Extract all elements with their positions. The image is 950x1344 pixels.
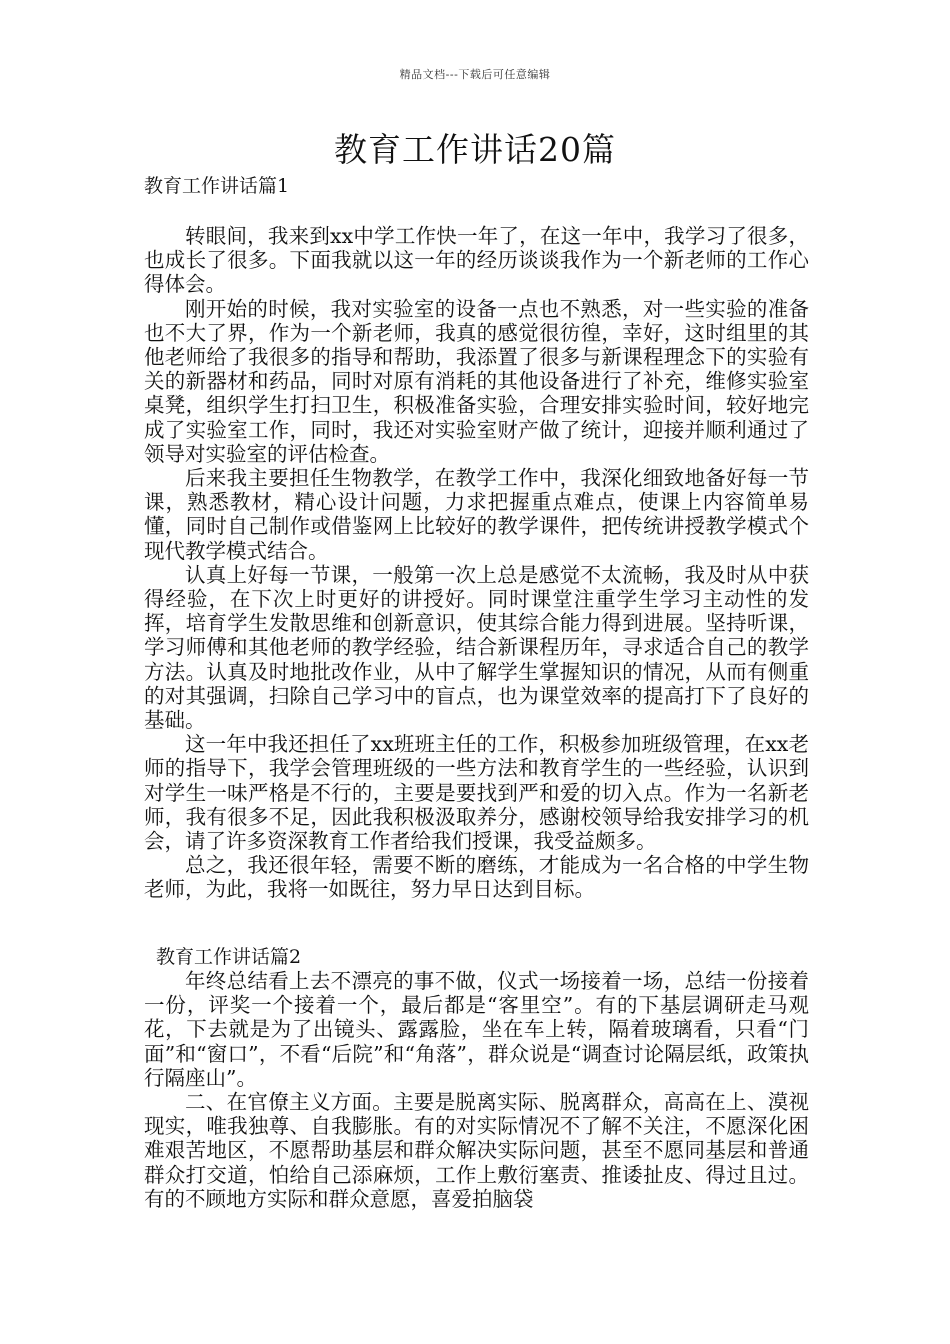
document-title: 教育工作讲话20篇 [334,130,616,169]
section-1-body [144,224,809,902]
paragraph: 二、在官僚主义方面。主要是脱离实际、脱离群众，高高在上、漠视现实，唯我独尊、自我膨胀。有的对实际情况不了解不关注，不愿深化困难艰苦地区，不愿帮助基层和群众解决实际问题，甚至不愿同基层和普通群众打交道，怕给自己添麻烦，工作上敷衍塞责、推诿扯皮、得过且过。有的不顾地方实际和群众意愿，喜爱拍脑袋 [144,1090,809,1211]
header-note: 精品文档---下载后可任意编辑 [399,68,551,81]
paragraph: 刚开始的时候，我对实验室的设备一点也不熟悉，对一些实验的准备也不大了界，作为一个新老师，我真的感觉很彷徨，幸好，这时组里的其他老师给了我很多的指导和帮助，我添置了很多与新课程理念下的实验有关的新器材和药品，同时对原有消耗的其他设备进行了补充，维修实验室桌凳，组织学生打扫卫生，积极准备实验，合理安排实验时间，较好地完成了实验室工作，同时，我还对实验室财产做了统计，迎接并顺利通过了领导对实验室的评估检查。 [144,296,809,466]
paragraph: 认真上好每一节课，一般第一次上总是感觉不太流畅，我及时从中获得经验，在下次上时更好的讲授好。同时课堂注重学生学习主动性的发挥，培育学生发散思维和创新意识，使其综合能力得到进展。坚持听课，学习师傅和其他老师的教学经验，结合新课程历年，寻求适合自己的教学方法。认真及时地批改作业，从中了解学生掌握知识的情况，从而有侧重的对其强调，扫除自己学习中的盲点，也为课堂效率的提高打下了良好的基础。 [144,562,809,733]
section-2-body [144,969,809,1211]
paragraph: 总之，我还很年轻，需要不断的磨练，才能成为一名合格的中学生物老师，为此，我将一如既往，努力早日达到目标。 [144,853,809,902]
section-heading-1: 教育工作讲话篇1 [144,175,290,197]
paragraph: 这一年中我还担任了xx班班主任的工作，积极参加班级管理，在xx老师的指导下，我学会管理班级的一些方法和教育学生的一些经验，认识到对学生一味严格是不行的，主要是要找到严和爱的切入点。作为一名新老师，我有很多不足，因此我积极汲取养分，感谢校领导给我安排学习的机会，请了许多资深教育工作者给我们授课，我受益颇多。 [144,732,809,854]
section-heading-2: 教育工作讲话篇2 [156,946,302,968]
paragraph: 转眼间，我来到xx中学工作快一年了，在这一年中，我学习了很多，也成长了很多。下面我就以这一年的经历谈谈我作为一个新老师的工作心得体会。 [144,224,809,297]
paragraph: 年终总结看上去不漂亮的事不做，仪式一场接着一场，总结一份接着一份，评奖一个接着一个，最后都是“客里空”。有的下基层调研走马观花，下去就是为了出镜头、露露脸，坐在车上转，隔着玻璃看，只看“门面”和“窗口”，不看“后院”和“角落”，群众说是“调查讨论隔层纸，政策执行隔座山”。 [144,969,809,1090]
paragraph: 后来我主要担任生物教学，在教学工作中，我深化细致地备好每一节课，熟悉教材，精心设计问题，力求把握重点难点，使课上内容简单易懂，同时自己制作或借鉴网上比较好的教学课件，把传统讲授教学模式个现代教学模式结合。 [144,466,809,563]
